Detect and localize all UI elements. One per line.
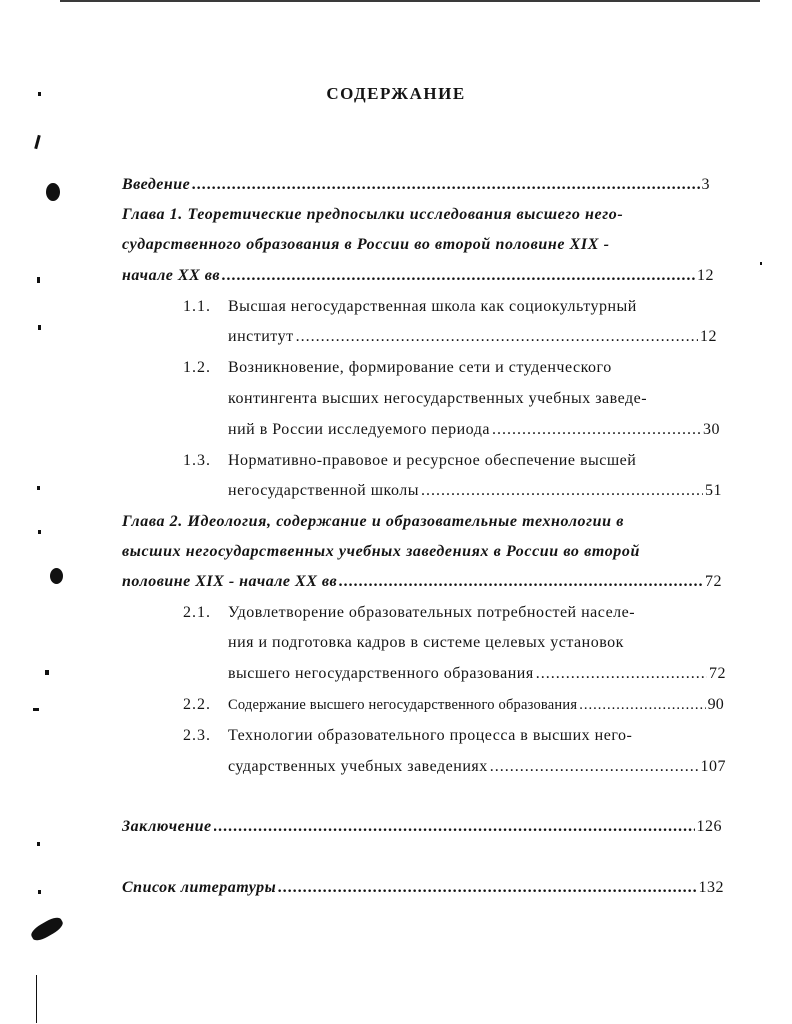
chapter-2-title-line-1: Глава 2. Идеология, содержание и образовательные технологии в — [122, 513, 625, 530]
scan-speck — [45, 670, 49, 675]
scan-speck — [38, 530, 41, 534]
toc-leader-dots — [192, 176, 699, 194]
toc-entry-bibliography — [122, 879, 724, 897]
toc-page-number: 30 — [703, 421, 720, 438]
toc-page-number: 12 — [700, 328, 717, 345]
section-2-3-last-line: сударственных учебных заведениях — [228, 758, 488, 775]
section-number: 2.1. — [183, 604, 211, 621]
section-number: 2.3. — [183, 727, 211, 744]
scan-speck — [33, 708, 39, 711]
toc-page-number: 90 — [707, 696, 724, 713]
scan-speck — [760, 262, 762, 265]
section-1-2-line-1: Возникновение, формирование сети и студенческого — [228, 359, 612, 376]
toc-entry-section-1-1 — [228, 328, 717, 346]
toc-leader-dots — [536, 665, 707, 683]
toc-leader-dots — [222, 267, 695, 285]
toc-entry-section-1-3 — [228, 482, 722, 500]
scan-speck — [37, 486, 40, 490]
section-number: 1.2. — [183, 359, 211, 376]
toc-leader-dots — [214, 818, 695, 836]
toc-leader-dots — [278, 879, 696, 897]
toc-page-number: 12 — [697, 267, 714, 284]
toc-entry-chapter-2 — [122, 573, 722, 591]
section-1-3-last-line: негосударственной школы — [228, 482, 419, 499]
toc-page-number: 107 — [700, 758, 726, 775]
toc-leader-dots — [492, 421, 701, 439]
toc-page-number: 72 — [709, 665, 726, 682]
section-2-3-line-1: Технологии образовательного процесса в высших него- — [228, 727, 633, 744]
section-1-2-last-line: ний в России исследуемого периода — [228, 421, 490, 438]
scan-edge-line — [36, 975, 37, 1023]
toc-label: Список литературы — [122, 879, 277, 896]
scan-speck — [37, 842, 40, 846]
toc-label: Заключение — [122, 818, 212, 835]
chapter-2-title-line-3: половине XIX - начале XX вв — [122, 573, 338, 590]
toc-entry-section-1-2 — [228, 421, 720, 439]
section-1-2-line-2: контингента высших негосударственных учебных заведе- — [228, 390, 648, 407]
toc-entry-section-2-2 — [228, 696, 724, 714]
toc-entry-introduction — [122, 176, 710, 194]
toc-leader-dots — [296, 328, 698, 346]
toc-leader-dots — [339, 573, 703, 591]
section-1-1-last-line: институт — [228, 328, 294, 345]
section-2-1-line-2: ния и подготовка кадров в системе целевых установок — [228, 634, 624, 651]
section-number: 1.3. — [183, 452, 211, 469]
toc-entry-section-2-1 — [228, 665, 726, 683]
section-2-1-line-1: Удовлетворение образовательных потребностей населе- — [228, 604, 636, 621]
scan-speck — [37, 277, 40, 283]
scan-top-line — [60, 0, 760, 2]
toc-page-number: 3 — [701, 176, 710, 193]
toc-page-number: 51 — [705, 482, 722, 499]
scan-blot — [29, 914, 65, 943]
toc-entry-section-2-3 — [228, 758, 726, 776]
section-1-3-line-1: Нормативно-правовое и ресурсное обеспечение высшей — [228, 452, 637, 469]
scan-speck — [34, 135, 41, 149]
section-1-1-line-1: Высшая негосударственная школа как социокультурный — [228, 298, 637, 315]
chapter-2-title-line-2: высших негосударственных учебных заведениях в России во второй — [122, 543, 641, 560]
scan-blot — [46, 183, 60, 201]
toc-page-number: 132 — [698, 879, 724, 896]
scan-blot — [50, 568, 63, 584]
toc-label: Введение — [122, 176, 191, 193]
section-2-1-last-line: высшего негосударственного образования — [228, 665, 534, 682]
toc-page-number: 72 — [705, 573, 722, 590]
scan-speck — [38, 325, 41, 330]
section-number: 1.1. — [183, 298, 211, 315]
toc-entry-conclusion — [122, 818, 722, 836]
chapter-1-title-line-2: сударственного образования в России во второй половине XIX - — [122, 236, 610, 253]
toc-leader-dots — [421, 482, 703, 500]
scan-speck — [38, 890, 41, 894]
section-2-2-title: Содержание высшего негосударственного образования — [228, 697, 578, 713]
page-title: СОДЕРЖАНИЕ — [326, 84, 466, 103]
toc-leader-dots — [490, 758, 699, 776]
chapter-1-title-line-3: начале XX вв — [122, 267, 221, 284]
toc-page-number: 126 — [696, 818, 722, 835]
toc-leader-dots — [579, 697, 705, 714]
section-number: 2.2. — [183, 696, 211, 713]
chapter-1-title-line-1: Глава 1. Теоретические предпосылки исследования высшего него- — [122, 206, 624, 223]
toc-entry-chapter-1 — [122, 267, 714, 285]
